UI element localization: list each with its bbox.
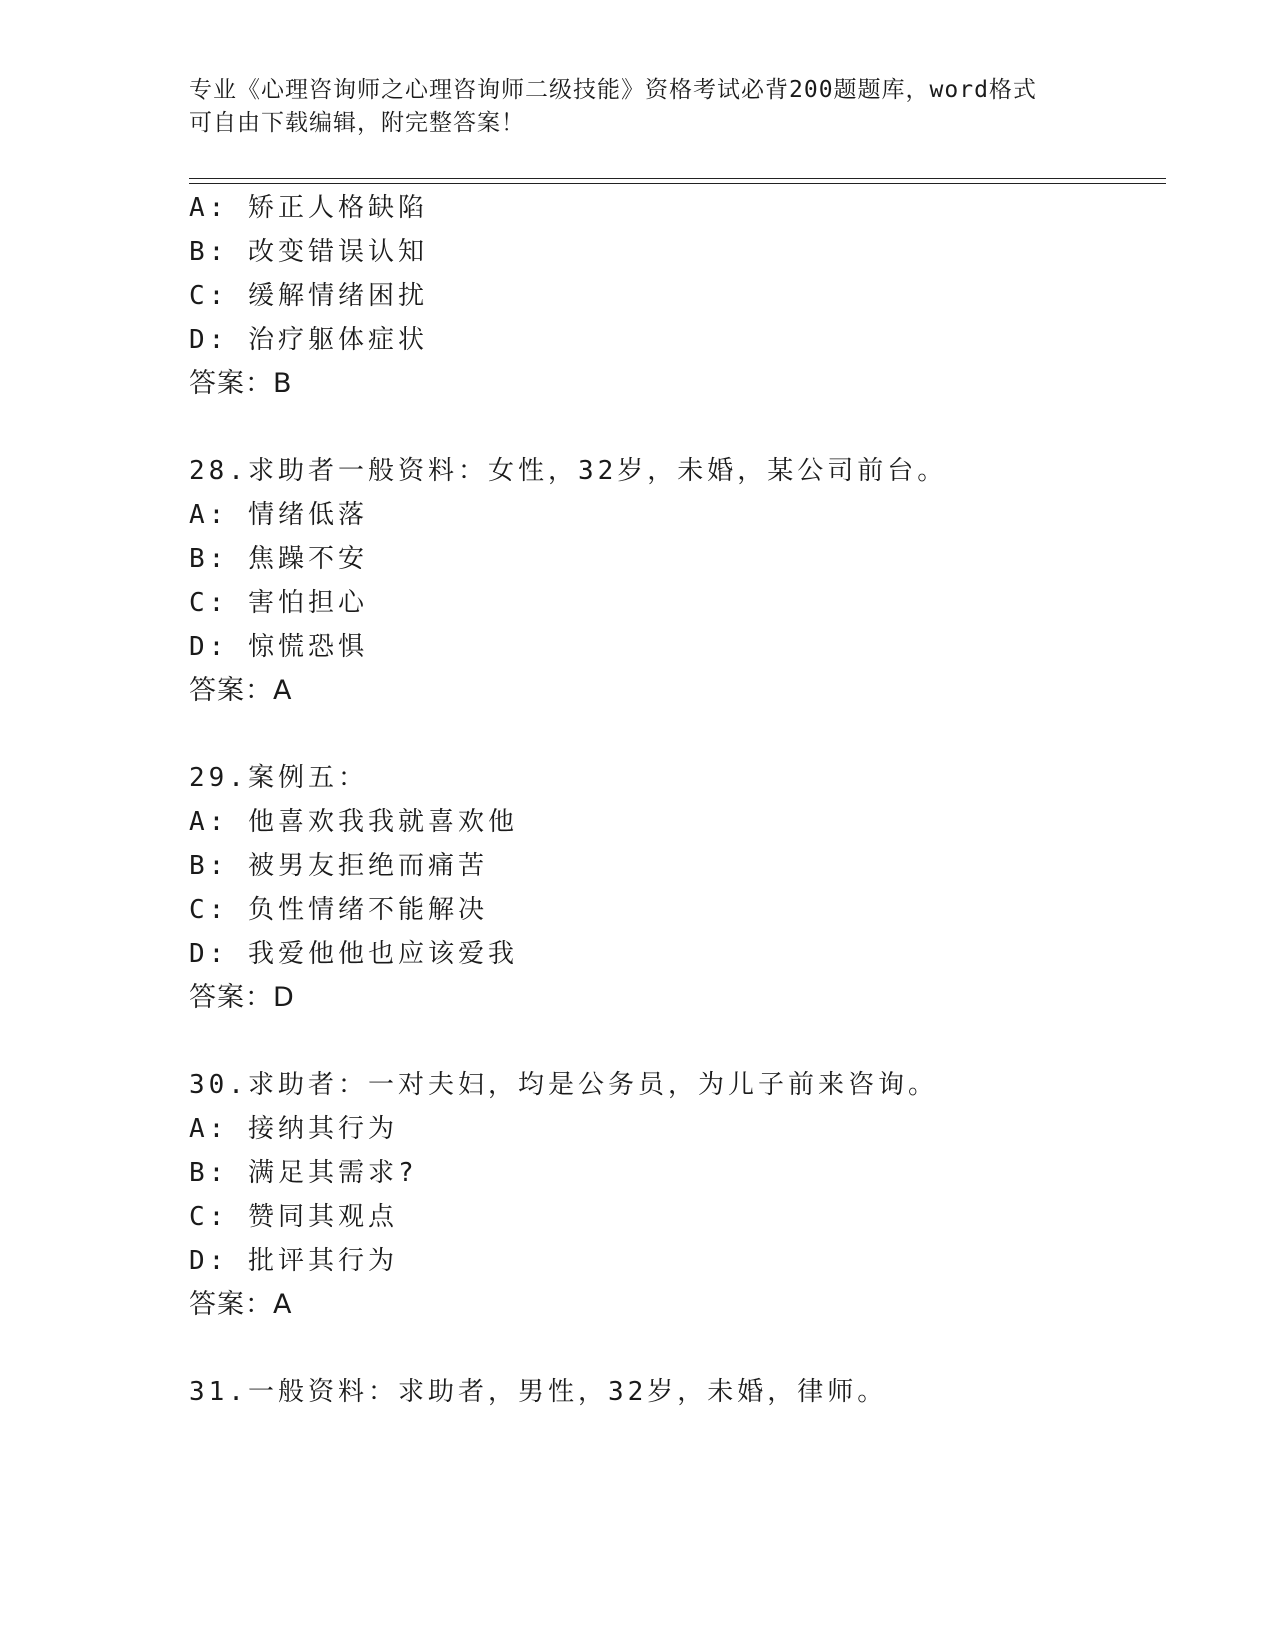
- q29-question: 29.案例五：: [189, 763, 368, 793]
- header-divider-top: [189, 178, 1166, 179]
- q29-option-c: C: 负性情绪不能解决: [189, 895, 488, 925]
- q30-question: 30.求助者：一对夫妇，均是公务员，为儿子前来咨询。: [189, 1070, 938, 1100]
- q29-option-d: D: 我爱他他也应该爱我: [189, 939, 518, 969]
- q27-answer: 答案：B: [189, 368, 293, 399]
- q28-option-b: B: 焦躁不安: [189, 544, 368, 574]
- q27-option-d: D: 治疗躯体症状: [189, 325, 428, 355]
- q30-option-d: D: 批评其行为: [189, 1246, 398, 1276]
- header-divider-bottom: [189, 183, 1166, 184]
- header-line-1: 专业《心理咨询师之心理咨询师二级技能》资格考试必背200题题库，word格式: [189, 77, 1037, 103]
- q27-option-b: B: 改变错误认知: [189, 237, 428, 267]
- q28-option-d: D: 惊慌恐惧: [189, 632, 368, 662]
- q30-option-a: A: 接纳其行为: [189, 1114, 398, 1144]
- q30-option-c: C: 赞同其观点: [189, 1202, 398, 1232]
- q28-question: 28.求助者一般资料：女性，32岁，未婚，某公司前台。: [189, 456, 948, 486]
- document-header: [189, 74, 1089, 140]
- q28-option-c: C: 害怕担心: [189, 588, 368, 618]
- q30-option-b: B: 满足其需求?: [189, 1158, 418, 1188]
- q29-answer: 答案：D: [189, 982, 295, 1013]
- header-line-2: 可自由下载编辑，附完整答案！: [189, 110, 525, 136]
- q30-answer: 答案：A: [189, 1289, 293, 1320]
- q31-question: 31.一般资料：求助者，男性，32岁，未婚，律师。: [189, 1377, 888, 1407]
- q27-option-a: A: 矫正人格缺陷: [189, 193, 428, 223]
- q27-option-c: C: 缓解情绪困扰: [189, 281, 428, 311]
- q28-option-a: A: 情绪低落: [189, 500, 368, 530]
- q29-option-a: A: 他喜欢我我就喜欢他: [189, 807, 518, 837]
- q29-option-b: B: 被男友拒绝而痛苦: [189, 851, 488, 881]
- q28-answer: 答案：A: [189, 675, 293, 706]
